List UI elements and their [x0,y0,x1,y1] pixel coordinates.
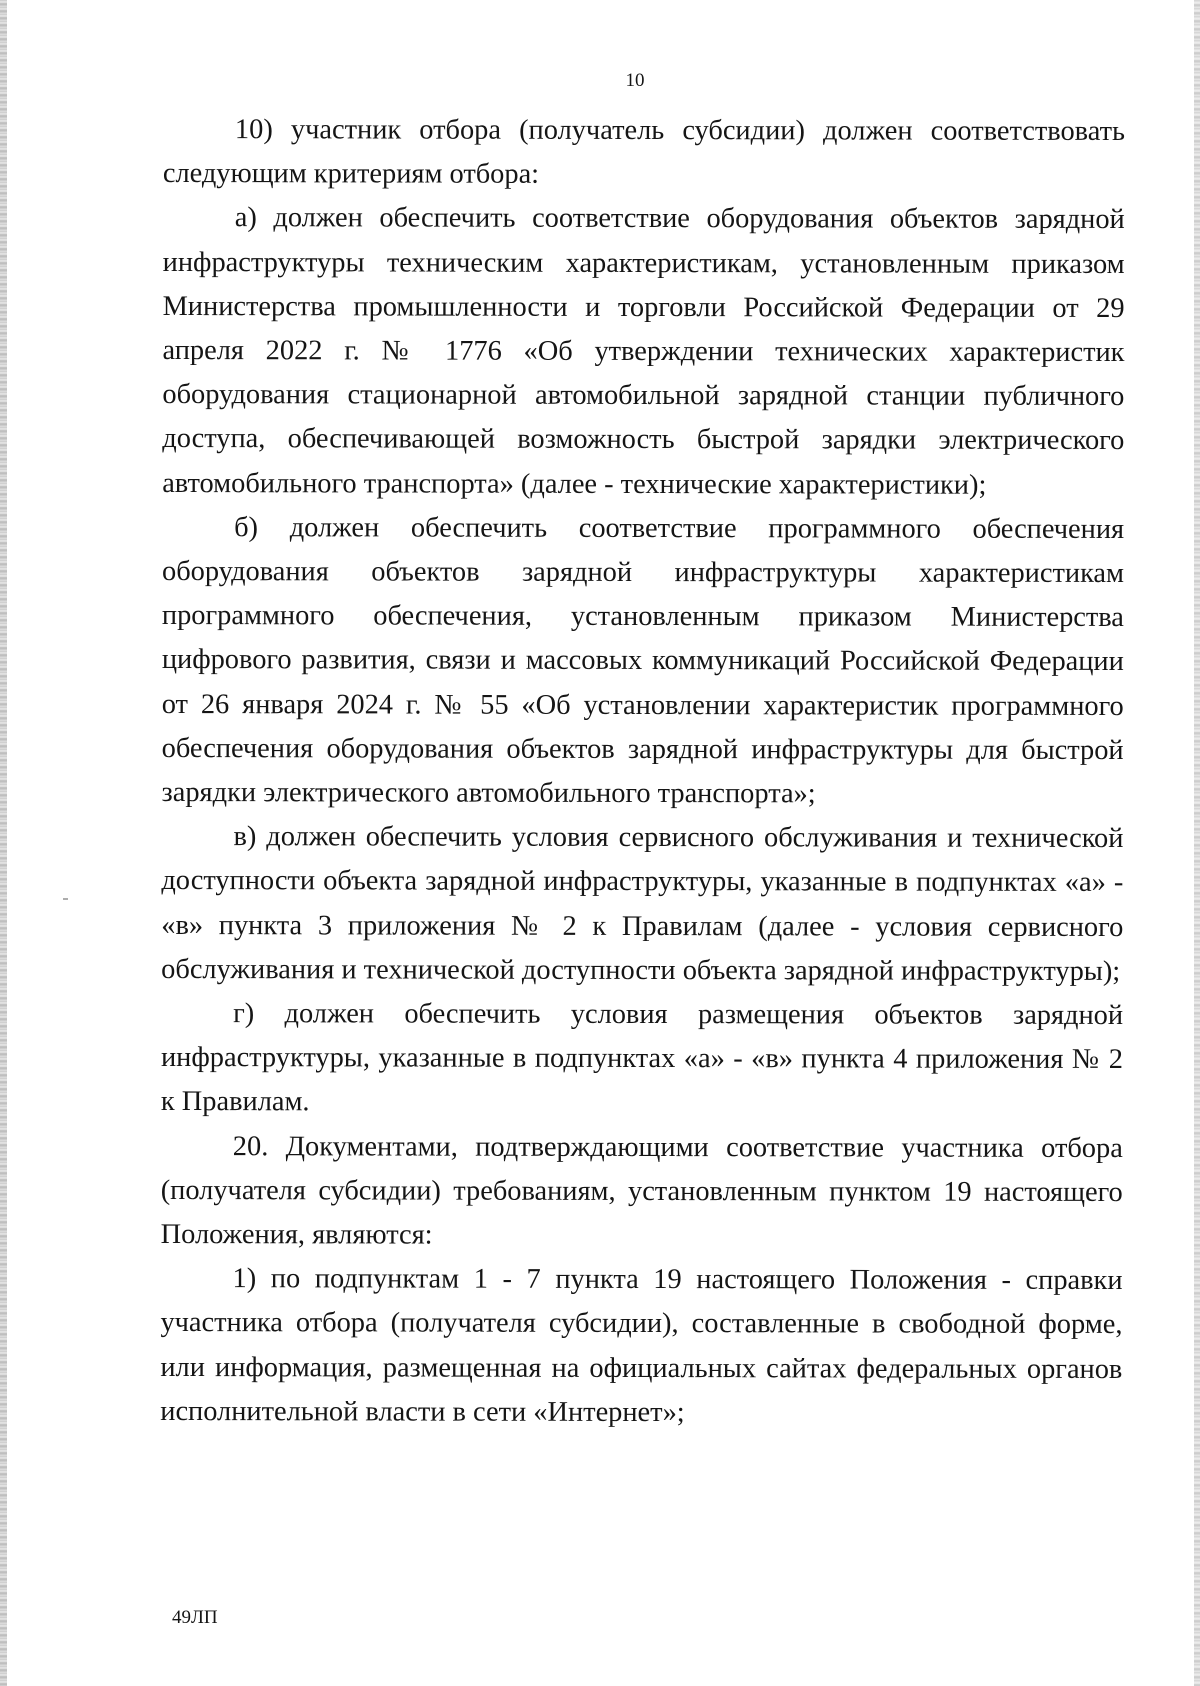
paragraph-subitem-a: а) должен обеспечить соответствие оборудования объектов зарядной инфраструктуры техническим характеристикам, установленным приказом Министерства промышленности и торговли Российской Федерации от 29 апреля 2022 г. № 1776 «Об утверждении технических характеристик оборудования стационарной автомобильной зарядной станции публичного доступа, обеспечивающей возможность быстрой зарядки электрического автомобильного транспорта» (далее - технические характеристики); [162,202,1125,501]
document-body [160,108,1125,1436]
footer-code: 49ЛП [172,1607,218,1628]
paragraph-clause-20-item-1: 1) по подпунктам 1 - 7 пункта 19 настоящего Положения - справки участника отбора (получателя субсидии), составленные в свободной форме, или информация, размещенная на официальных сайтах федеральных органов исполнительной власти в сети «Интернет»; [160,1263,1123,1428]
scan-speck [63,898,68,900]
paragraph-criteria-intro: 10) участник отбора (получатель субсидии) должен соответствовать следующим критериям отбора: [162,114,1125,190]
paragraph-subitem-b: б) должен обеспечить соответствие программного обеспечения оборудования объектов зарядной инфраструктуры характеристикам программного обеспечения, установленным приказом Министерства цифрового развития, связи и массовых коммуникаций Российской Федерации от 26 января 2024 г. № 55 «Об установлении характеристик программного обеспечения оборудования объектов зарядной инфраструктуры для быстрой зарядки электрического автомобильного транспорта»; [161,511,1125,810]
scan-edge-right [1194,0,1200,1686]
paragraph-subitem-g: г) должен обеспечить условия размещения объектов зарядной инфраструктуры, указанные в подпунктах «а» - «в» пункта 4 приложения № 2 к Правилам. [160,998,1124,1118]
paragraph-subitem-v: в) должен обеспечить условия сервисного обслуживания и технической доступности объекта зарядной инфраструктуры, указанные в подпунктах «а» - «в» пункта 3 приложения № 2 к Правилам (далее - условия сервисного обслуживания и технической доступности объекта зарядной инфраструктуры); [161,821,1124,987]
scan-edge-left [0,0,7,1686]
page-number: 10 [625,70,645,91]
paragraph-clause-20: 20. Документами, подтверждающими соответствие участника отбора (получателя субсидии) требованиям, установленным пунктом 19 настоящего Положения, являются: [160,1130,1123,1251]
